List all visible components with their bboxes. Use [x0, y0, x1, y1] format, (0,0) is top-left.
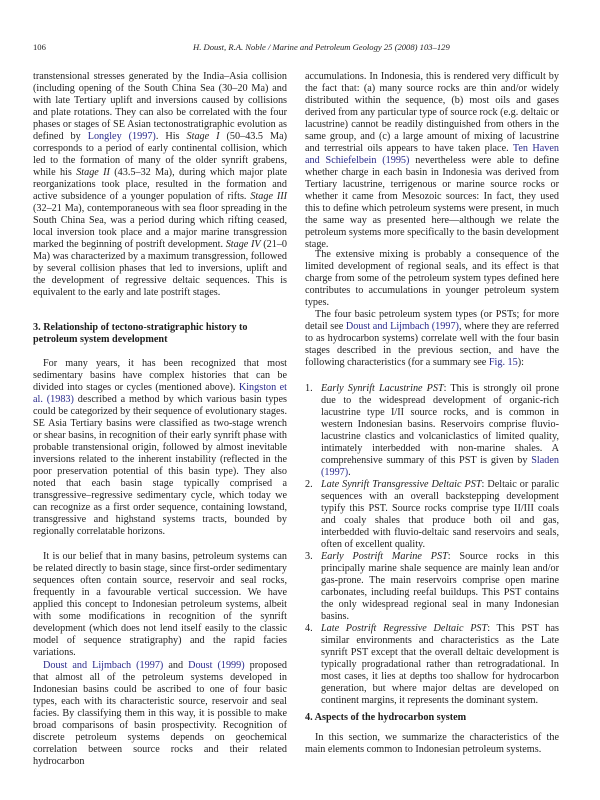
- text: .: [348, 467, 351, 478]
- paragraph: [33, 551, 287, 659]
- text: described a method by which various basin types could be categorized by their sequence of evolutionary stages. SE Asia Tertiary basins were classified as two-stage wrench or shear basins, in recognition of their early synrift phase with probable transtensional origin, followed by almost inevitable inversions related to the inherent instability (reflected in the poor preservation potential of this basin type). They also noted that each basin stage typically comprised a transgressive–regressive sedimentary cycle, which today we can recognize as a first order sequence, containing lowstand, transgressive and highstand systems tracts, bounded by regionally correlatable horizons.: [33, 394, 287, 537]
- list-number: 2.: [305, 479, 313, 490]
- italic-text: Early Postrift Marine PST: [321, 551, 448, 562]
- section-4-heading: 4. Aspects of the hydrocarbon system: [305, 712, 467, 723]
- paragraph: [33, 660, 287, 768]
- list-item-text: [321, 479, 559, 551]
- list-number: 3.: [305, 551, 313, 562]
- list-item-text: [321, 551, 559, 623]
- text: : Source rocks in this principally marine shale sequence are mainly lean and/or gas-prone. The main reservoirs comprise open marine carbonates, including reefal buildups. This PST contains the only widespread regional seal in many Indonesian basins.: [321, 551, 559, 622]
- reference-link[interactable]: Doust and Lijmbach (1997): [43, 660, 164, 671]
- paragraph: [33, 71, 287, 299]
- paragraph: [33, 358, 287, 538]
- text: It is our belief that in many basins, petroleum systems can be related directly to basin stage, since first-order sedimentary sequences often contain source, reservoir and seal rocks, frequently in a favourable vertical succession. We have applied this concept to Indonesian petroleum systems, albeit with some modifications in recognition of the synrift development (which does not lend itself easily to the classic model of sequence stratigraphy) and the rapid facies variations.: [33, 551, 287, 658]
- text: The extensive mixing is probably a consequence of the limited development of regional seals, and its effect is that charge from some of the petroleum system types defined here contributes to accumulations in younger petroleum system types.: [305, 249, 559, 308]
- text: : This is strongly oil prone due to the widespread development of organic-rich lacustrine type I/II source rocks, and is common in western Indonesian basins. Reservoirs comprise fluvio-lacustrine clastics and volcaniclastics of limited quality, intimately interbedded with non-marine shales. A comprehensive summary of this PST is given by: [321, 383, 559, 466]
- paragraph: [305, 309, 559, 369]
- text: The four basic petroleum system types (or PSTs; for more detail see: [305, 309, 559, 332]
- text: (50–43.5 Ma) corresponds to a period of early continental collision, which led to the formation of many of the older synrift grabens, while his: [33, 131, 287, 178]
- text: (32–21 Ma), contemporaneous with sea floor spreading in the South China Sea, was a period during which rifting ceased, local inversion took place and a major marine transgression marked the beginning of postrift development.: [33, 203, 287, 250]
- reference-link[interactable]: Doust (1999): [188, 660, 245, 671]
- text: ):: [517, 357, 524, 368]
- italic-text: Late Postrift Regressive Deltaic PST: [321, 623, 488, 634]
- list-item: [305, 383, 559, 479]
- list-item-text: [321, 623, 559, 707]
- italic-text: Stage I: [186, 131, 220, 142]
- text: , where they are referred to as hydrocarbon systems) correlate well with the four basin stages described in the previous section, and have the following characteristics (for a summary see: [305, 321, 560, 368]
- italic-text: Late Synrift Transgressive Deltaic PST: [321, 479, 482, 490]
- reference-link[interactable]: Doust and Lijmbach (1997): [345, 321, 459, 332]
- reference-link[interactable]: Ten Haven and Schiefelbein (1995): [305, 143, 559, 166]
- text: For many years, it has been recognized that most sedimentary basins have complex histories that can be divided into stages or cycles (mentioned above).: [33, 358, 287, 393]
- text: In this section, we summarize the characteristics of the main elements common to Indonesian petroleum systems.: [305, 732, 559, 755]
- list-number: 4.: [305, 623, 313, 634]
- reference-link[interactable]: Sladen (1997): [321, 455, 559, 478]
- italic-text: Stage IV: [225, 239, 261, 250]
- running-header: H. Doust, R.A. Noble / Marine and Petroleum Geology 25 (2008) 103–129: [193, 42, 450, 52]
- list-number: 1.: [305, 383, 313, 394]
- text: and: [163, 660, 189, 671]
- list-item: [305, 623, 559, 707]
- list-item: [305, 479, 559, 551]
- paragraph: [305, 71, 559, 251]
- section-3-heading: 3. Relationship of tectono-stratigraphic history to petroleum system development: [33, 322, 248, 345]
- text: (43.5–32 Ma), during which major plate reorganizations took place, resulted in the formation and active subsidence of a younger population of rifts.: [33, 167, 287, 202]
- italic-text: Stage II: [76, 167, 110, 178]
- text: . His: [155, 131, 187, 142]
- list-item-text: [321, 383, 559, 479]
- text: : Deltaic or paralic sequences with an overall backstepping development typify this PST. Source rocks comprise type II/III coals and coaly shales that produce both oil and gas, interbedded with fluvio-deltaic sand reservoirs and seals, often of excellent quality.: [321, 479, 559, 550]
- page-number: 106: [33, 42, 46, 52]
- numbered-list: [305, 383, 559, 707]
- text: nevertheless were able to define whether charge in each basin in Indonesia was derived from Tertiary lacustrine, terrigenous or marine source rocks or whether it came from Mesozoic sources: In fact, they used this to define which petroleum systems were present, in much the same way as presented here—although we relate the petroleum systems more specifically to the basin development stage.: [305, 155, 559, 250]
- text: proposed that almost all of the petroleum systems developed in Indonesian basins could be ascribed to one of four basic types, each with its characteristic source, reservoir and seal facies. By classifying them in this way, it is possible to make broad comparisons of basin prospectivity. Recognition of discrete petroleum systems depends on geochemical correlation between source rocks and their related hydrocarbon: [33, 660, 287, 767]
- paragraph: [305, 732, 559, 756]
- text: : This PST has similar environments and characteristics as the Late synrift PST except that the overall deltaic development is typically progradational rather than retrogradational. In most cases, it lies at depths too shallow for hydrocarbon generation, but where major deltas are developed on continent margins, it represents the dominant system.: [321, 623, 559, 706]
- reference-link[interactable]: Kingston et al. (1983): [33, 382, 287, 405]
- paragraph: [305, 249, 559, 309]
- section-heading: [305, 712, 559, 724]
- text: (21–0 Ma) was characterized by a maximum transgression, followed by several collision phases that led to inversions, uplift and the development of regressive deltaic sequences. This is equivalent to the early and late postrift stages.: [33, 239, 288, 298]
- reference-link[interactable]: Longley (1997): [87, 131, 156, 142]
- section-heading: [33, 322, 287, 346]
- italic-text: Stage III: [250, 191, 288, 202]
- text: transtensional stresses generated by the India–Asia collision (including opening of the South China Sea (30–20 Ma) and with late Tertiary uplift and inversions caused by collisions and plate rotations. They can also be correlated with the four phases or stages of SE Asian tectonostratigraphic evolution as defined by: [33, 71, 287, 142]
- reference-link[interactable]: Fig. 15: [488, 357, 518, 368]
- list-item: [305, 551, 559, 623]
- italic-text: Early Synrift Lacustrine PST: [321, 383, 444, 394]
- text: accumulations. In Indonesia, this is rendered very difficult by the fact that: (a) many source rocks are thin and/or widely distributed within the sequence, (b) most oils and gases derived from any particular type of source rock (e.g. deltaic or lacustrine) cannot be readily distinguished from others in the same group, and (c) a large amount of mixing of lacustrine and terrestrial oils appears to have taken place.: [305, 71, 560, 154]
